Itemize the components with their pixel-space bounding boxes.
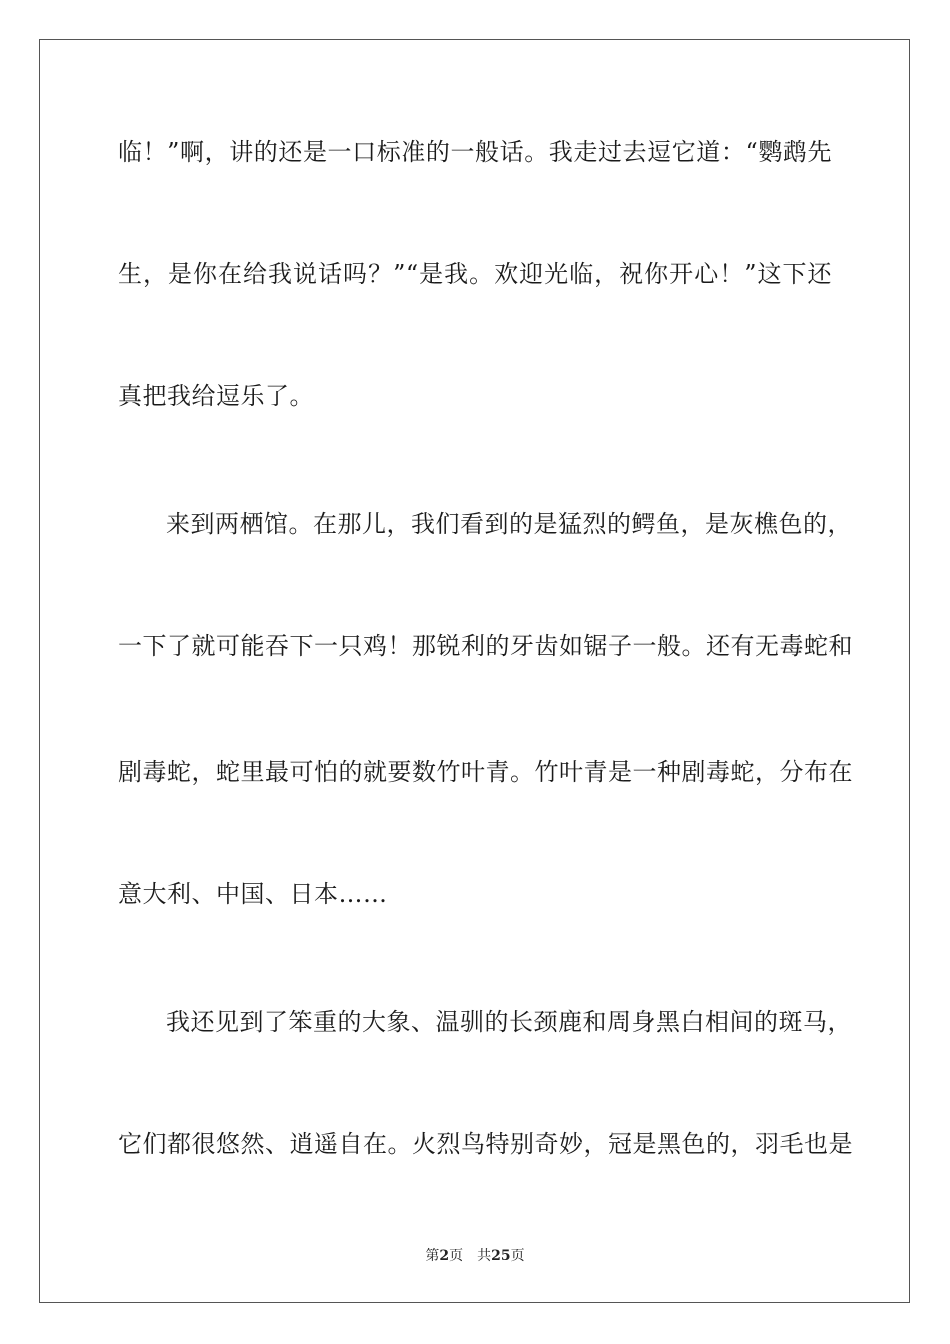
total-suffix: 页 [510,1248,525,1264]
page-number: 2 [439,1248,450,1264]
text-line-8: 我还见到了笨重的大象、温驯的长颈鹿和周身黑白相间的斑马， [166,1008,852,1036]
text-line-4: 来到两栖馆。在那儿，我们看到的是猛烈的鳄鱼，是灰樵色的， [166,510,852,538]
text-line-9: 它们都很悠然、逍遥自在。火烈鸟特别奇妙，冠是黑色的，羽毛也是 [118,1130,853,1158]
text-line-5: 一下了就可能吞下一只鸡！那锐利的牙齿如锯子一般。还有无毒蛇和 [118,632,853,660]
text-line-3: 真把我给逗乐了。 [118,382,314,410]
text-line-1: 临！”啊，讲的还是一口标准的一般话。我走过去逗它道：“鹦鹉先 [118,138,832,166]
total-pages: 25 [491,1248,511,1264]
page-footer [0,1246,950,1266]
text-line-2: 生，是你在给我说话吗？”“是我。欢迎光临，祝你开心！”这下还 [118,260,832,288]
text-line-7: 意大利、中国、日本…… [118,880,388,908]
page-prefix: 第 [425,1248,440,1264]
page-border [39,39,910,1303]
page-suffix: 页 [449,1248,464,1264]
text-line-6: 剧毒蛇，蛇里最可怕的就要数竹叶青。竹叶青是一种剧毒蛇，分布在 [118,758,853,786]
total-prefix: 共 [477,1248,492,1264]
